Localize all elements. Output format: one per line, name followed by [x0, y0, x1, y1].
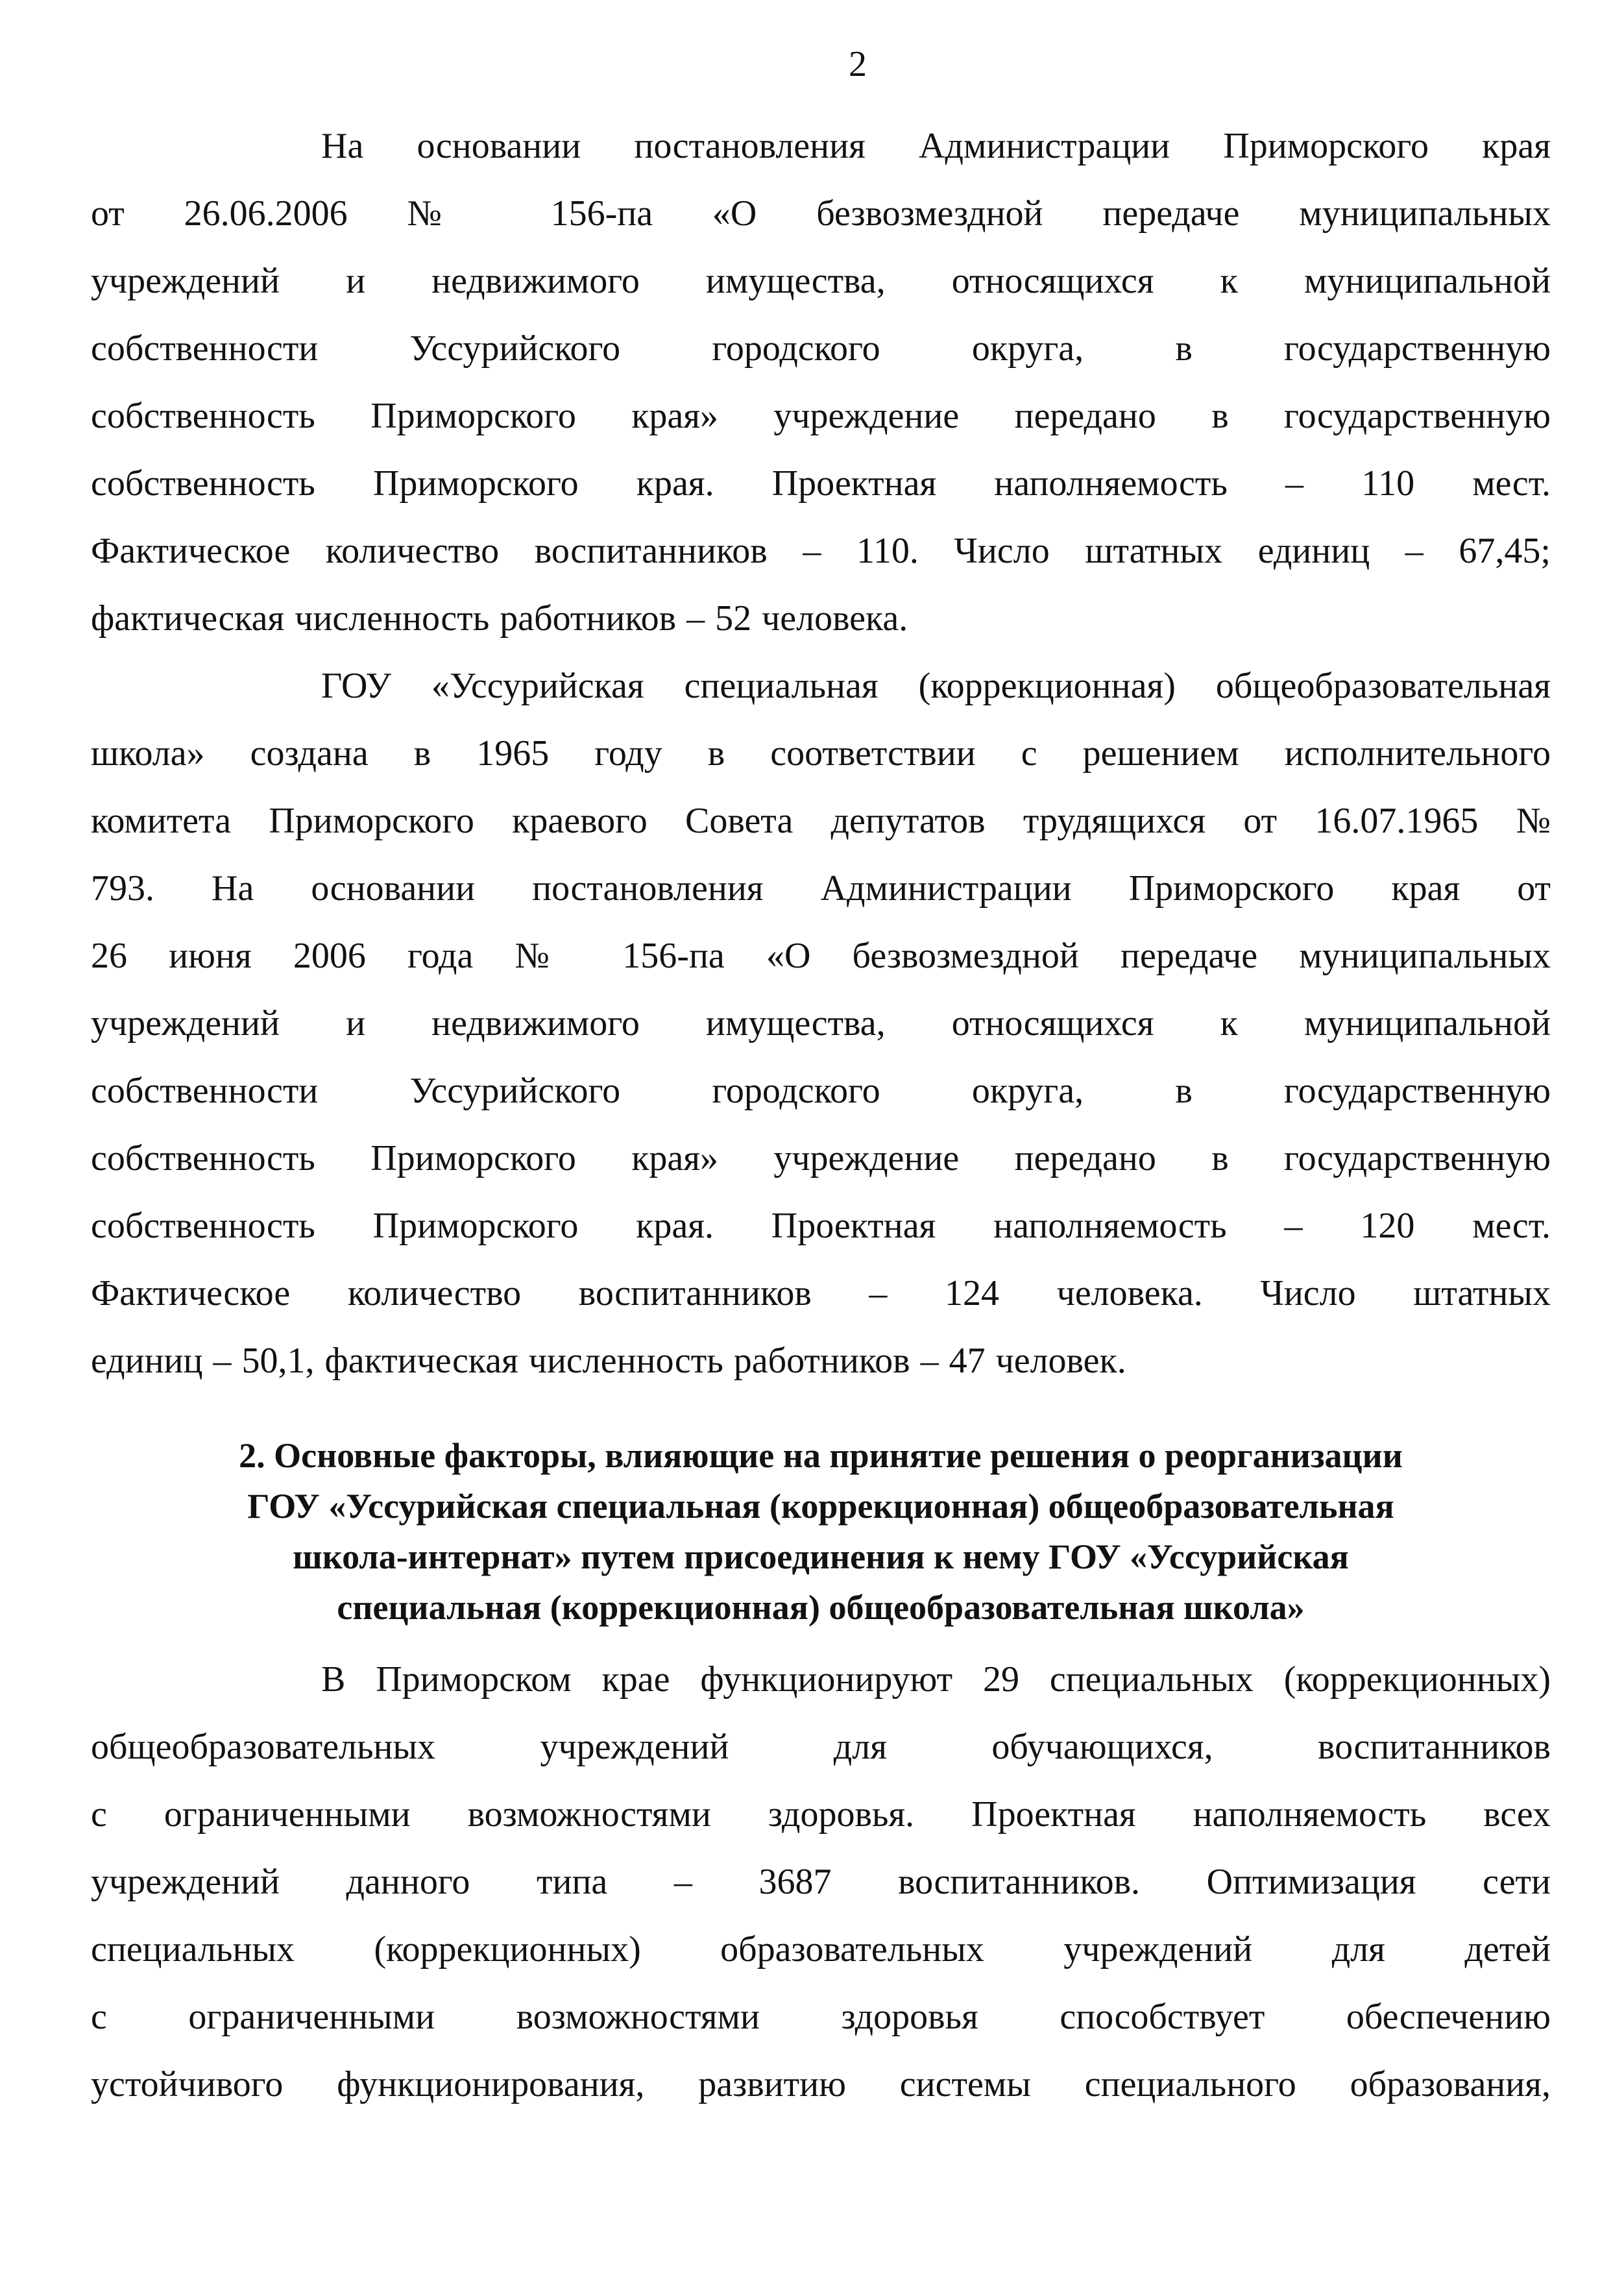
- text-line: устойчивого функционирования, развитию системы специального образования,: [91, 2064, 1551, 2104]
- text-line: 26 июня 2006 года № 156-па «О безвозмездной передаче муниципальных: [91, 936, 1551, 976]
- text-line: На основании постановления Администрации Приморского края: [321, 126, 1551, 166]
- text-line: школа-интернат» путем присоединения к нему ГОУ «Уссурийская: [293, 1537, 1349, 1576]
- text-line: В Приморском крае функционируют 29 специальных (коррекционных): [321, 1659, 1551, 1700]
- text-line: 793. На основании постановления Администрации Приморского края от: [91, 868, 1551, 908]
- paragraph-primorye-network: [91, 1646, 1551, 2118]
- text-line: собственность Приморского края» учреждение передано в государственную: [91, 396, 1551, 436]
- text-line: собственности Уссурийского городского округа, в государственную: [91, 328, 1551, 369]
- section-heading: [91, 1430, 1551, 1633]
- text-line: фактическая численность работников – 52 человека.: [91, 598, 908, 639]
- text-line: комитета Приморского краевого Совета депутатов трудящихся от 16.07.1965 №: [91, 801, 1551, 841]
- text-line: с ограниченными возможностями здоровья. Проектная наполняемость всех: [91, 1794, 1551, 1834]
- text-line: учреждений данного типа – 3687 воспитанников. Оптимизация сети: [91, 1862, 1551, 1902]
- page-number: 2: [849, 44, 867, 84]
- text-line: собственность Приморского края. Проектная наполняемость – 110 мест.: [91, 463, 1551, 504]
- text-line: 2. Основные факторы, влияющие на принятие решения о реорганизации: [239, 1436, 1403, 1475]
- text-line: общеобразовательных учреждений для обучающихся, воспитанников: [91, 1727, 1551, 1767]
- text-line: специальная (коррекционная) общеобразовательная школа»: [337, 1588, 1305, 1627]
- paragraph-school-history: [91, 652, 1551, 1395]
- text-line: от 26.06.2006 № 156-па «О безвозмездной передаче муниципальных: [91, 193, 1551, 234]
- text-line: собственность Приморского края. Проектная наполняемость – 120 мест.: [91, 1206, 1551, 1246]
- text-line: собственности Уссурийского городского округа, в государственную: [91, 1071, 1551, 1111]
- text-line: собственность Приморского края» учреждение передано в государственную: [91, 1138, 1551, 1178]
- text-line: Фактическое количество воспитанников – 110. Число штатных единиц – 67,45;: [91, 531, 1551, 571]
- text-line: ГОУ «Уссурийская специальная (коррекционная) общеобразовательная: [247, 1487, 1394, 1526]
- document-body: [91, 112, 1551, 2118]
- text-line: учреждений и недвижимого имущества, относящихся к муниципальной: [91, 1003, 1551, 1043]
- text-line: Фактическое количество воспитанников – 124 человека. Число штатных: [91, 1273, 1551, 1313]
- text-line: школа» создана в 1965 году в соответствии с решением исполнительного: [91, 733, 1551, 774]
- paragraph-transfer-1: [91, 112, 1551, 652]
- text-line: специальных (коррекционных) образовательных учреждений для детей: [91, 1929, 1551, 1969]
- text-line: с ограниченными возможностями здоровья способствует обеспечению: [91, 1997, 1551, 2037]
- text-line: ГОУ «Уссурийская специальная (коррекционная) общеобразовательная: [321, 666, 1551, 706]
- text-line: единиц – 50,1, фактическая численность работников – 47 человек.: [91, 1341, 1126, 1381]
- text-line: учреждений и недвижимого имущества, относящихся к муниципальной: [91, 261, 1551, 301]
